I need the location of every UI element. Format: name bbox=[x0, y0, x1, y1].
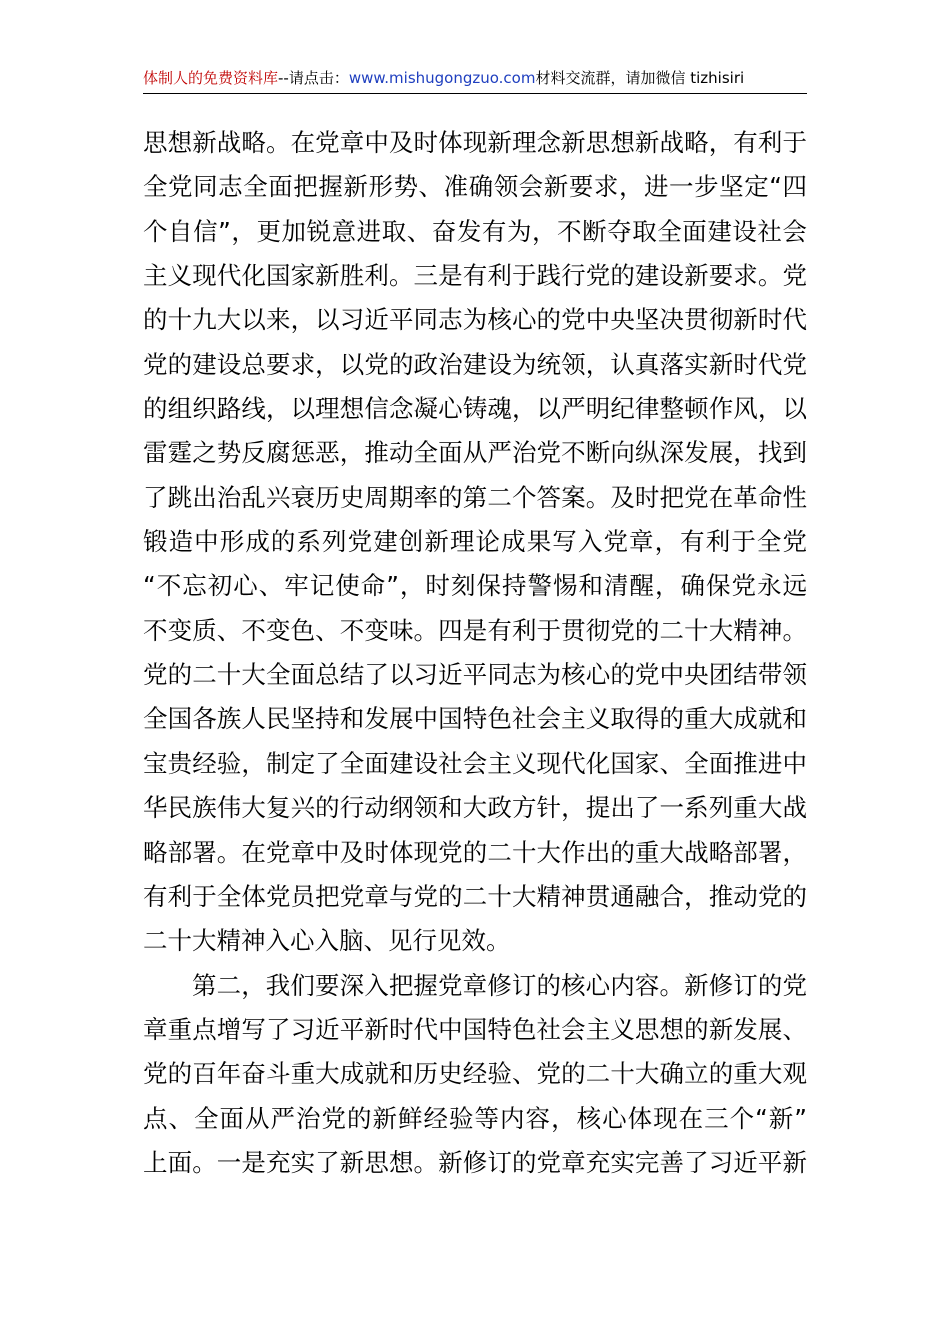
header-brand: 体制人的免费资料库 bbox=[143, 69, 279, 87]
page-header bbox=[143, 66, 807, 90]
paragraph-start-line: 第二，我们要深入把握党章修订的核心内容。新修订的党 bbox=[192, 970, 807, 1000]
text-line: 上面。一是充实了新思想。新修订的党章充实完善了习近平新 bbox=[143, 1147, 807, 1177]
header-prompt: --请点击： bbox=[278, 69, 349, 87]
text-line: 全国各族人民坚持和发展中国特色社会主义取得的重大成就和 bbox=[143, 704, 807, 734]
header-note: 材料交流群，请加微信 tizhisiri bbox=[535, 69, 745, 87]
text-line: 党的建设总要求，以党的政治建设为统领，认真落实新时代党 bbox=[143, 349, 807, 379]
text-line: 二十大精神入心入脑、见行见效。 bbox=[143, 926, 511, 956]
text-line: 有利于全体党员把党章与党的二十大精神贯通融合，推动党的 bbox=[143, 881, 807, 911]
text-line: 略部署。在党章中及时体现党的二十大作出的重大战略部署， bbox=[143, 837, 807, 867]
document-body bbox=[143, 121, 807, 1185]
header-link[interactable]: www.mishugongzuo.com bbox=[348, 69, 536, 87]
text-line: 个自信”，更加锐意进取、奋发有为，不断夺取全面建设社会 bbox=[143, 216, 807, 246]
header-divider bbox=[143, 93, 807, 94]
text-line: 点、全面从严治党的新鲜经验等内容，核心体现在三个“新” bbox=[143, 1103, 807, 1133]
text-line: 党的二十大全面总结了以习近平同志为核心的党中央团结带领 bbox=[143, 660, 807, 690]
text-line: “不忘初心、牢记使命”，时刻保持警惕和清醒，确保党永远 bbox=[143, 571, 807, 601]
text-line: 雷霆之势反腐惩恶，推动全面从严治党不断向纵深发展，找到 bbox=[143, 438, 807, 468]
text-line: 党的百年奋斗重大成就和历史经验、党的二十大确立的重大观 bbox=[143, 1059, 807, 1089]
text-line: 全党同志全面把握新形势、准确领会新要求，进一步坚定“四 bbox=[143, 172, 807, 202]
text-line: 主义现代化国家新胜利。三是有利于践行党的建设新要求。党 bbox=[143, 261, 807, 291]
text-line: 华民族伟大复兴的行动纲领和大政方针，提出了一系列重大战 bbox=[143, 793, 807, 823]
text-line: 锻造中形成的系列党建创新理论成果写入党章，有利于全党 bbox=[143, 527, 807, 557]
text-line: 思想新战略。在党章中及时体现新理念新思想新战略，有利于 bbox=[143, 128, 807, 157]
text-line: 的十九大以来，以习近平同志为核心的党中央坚决贯彻新时代 bbox=[143, 305, 807, 335]
text-line: 了跳出治乱兴衰历史周期率的第二个答案。及时把党在革命性 bbox=[143, 482, 807, 512]
text-line: 的组织路线，以理想信念凝心铸魂，以严明纪律整顿作风，以 bbox=[143, 394, 807, 424]
text-line: 宝贵经验，制定了全面建设社会主义现代化国家、全面推进中 bbox=[143, 748, 807, 778]
text-line: 章重点增写了习近平新时代中国特色社会主义思想的新发展、 bbox=[143, 1014, 807, 1044]
text-line: 不变质、不变色、不变味。四是有利于贯彻党的二十大精神。 bbox=[143, 615, 807, 645]
